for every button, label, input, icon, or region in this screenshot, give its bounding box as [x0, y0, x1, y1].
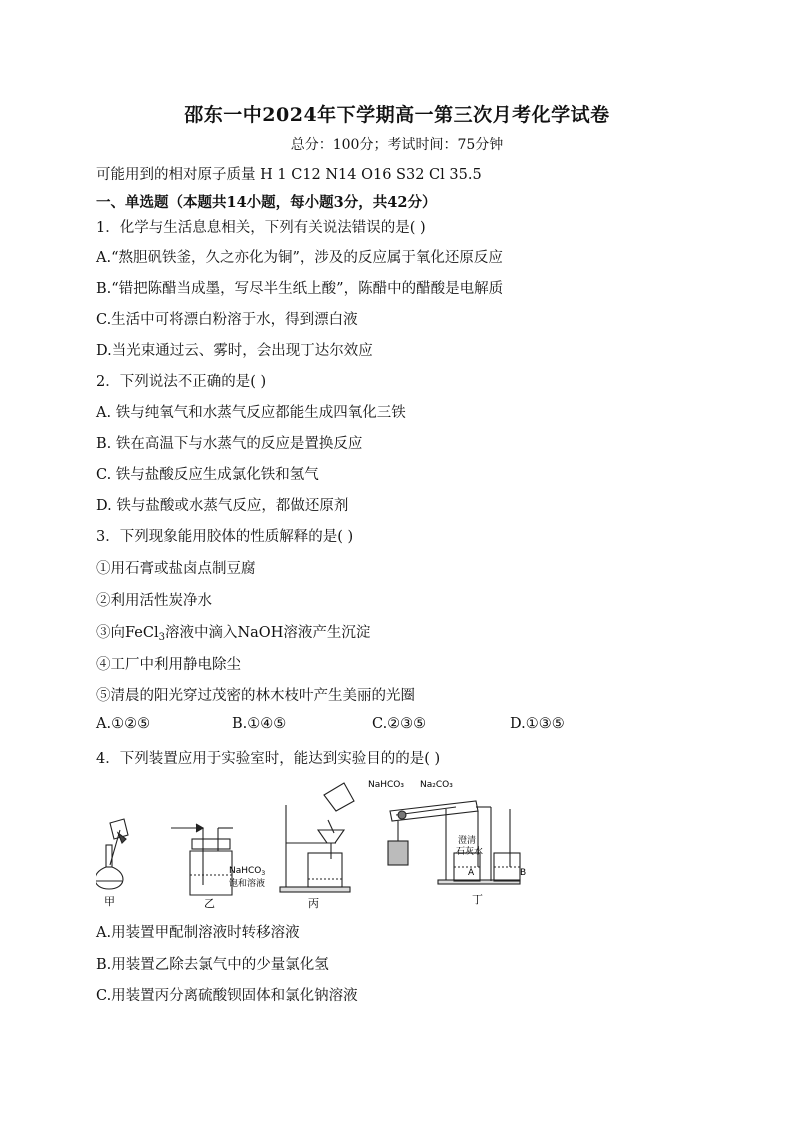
q1-stem: 1．化学与生活息息相关，下列有关说法错误的是( ) — [96, 220, 426, 236]
apparatus-figure — [96, 775, 536, 910]
label-na2co3: Na₂CO₃ — [420, 780, 453, 790]
section-heading: 一、单选题（本题共14小题，每小题3分，共42分） — [96, 194, 437, 211]
q3-item-2: ②利用活性炭净水 — [96, 593, 212, 609]
label-tube-a: A — [468, 868, 475, 878]
q2-option-c: C. 铁与盐酸反应生成氯化铁和氢气 — [96, 467, 319, 483]
label-tube-b: B — [520, 868, 527, 878]
q3-option-c: C.②③⑤ — [372, 716, 427, 732]
label-saturated: 饱和溶液 — [229, 879, 266, 889]
label-jia: 甲 — [104, 895, 115, 908]
label-bing: 丙 — [308, 897, 319, 910]
label-nahco3-solution: NaHCO$_3$ — [229, 866, 266, 877]
atomic-masses: 可能用到的相对原子质量 H 1 C12 N14 O16 S32 Cl 35.5 — [96, 167, 482, 183]
q4-option-b: B.用装置乙除去氯气中的少量氯化氢 — [96, 957, 329, 973]
exam-info: 总分：100分；考试时间：75分钟 — [290, 137, 504, 153]
q4-stem: 4．下列装置应用于实验室时，能达到实验目的的是( ) — [96, 751, 441, 767]
q3-option-a: A.①②⑤ — [96, 716, 151, 732]
q1-option-a: A.“熬胆矾铁釜，久之亦化为铜”，涉及的反应属于氧化还原反应 — [96, 250, 503, 266]
q3-item-1: ①用石膏或盐卤点制豆腐 — [96, 561, 256, 577]
q3-option-b: B.①④⑤ — [232, 716, 287, 732]
apparatus-yi — [171, 824, 233, 895]
q3-item-3 — [96, 621, 370, 643]
q1-option-b: B.“错把陈醋当成墨，写尽半生纸上酸”，陈醋中的醋酸是电解质 — [96, 281, 504, 297]
label-yi: 乙 — [204, 897, 215, 910]
q2-option-d: D. 铁与盐酸或水蒸气反应，都做还原剂 — [96, 498, 349, 514]
label-ding: 丁 — [472, 893, 483, 906]
label-limewater-2: 石灰水 — [456, 847, 484, 857]
q1-option-d: D.当光束通过云、雾时，会出现丁达尔效应 — [96, 343, 373, 359]
q2-option-b: B. 铁在高温下与水蒸气的反应是置换反应 — [96, 436, 363, 452]
apparatus-jia — [96, 819, 128, 889]
q4-option-c: C.用装置丙分离硫酸钡固体和氯化钠溶液 — [96, 988, 358, 1004]
apparatus-ding — [388, 801, 520, 884]
q3-item-3-pre: ③向FeCl — [96, 625, 159, 641]
apparatus-bing — [280, 783, 354, 892]
q3-item-3-post: 溶液中滴入NaOH溶液产生沉淀 — [164, 625, 371, 641]
q4-option-a: A.用装置甲配制溶液时转移溶液 — [96, 925, 300, 941]
label-nahco3: NaHCO₃ — [368, 780, 404, 790]
q3-item-5: ⑤清晨的阳光穿过茂密的林木枝叶产生美丽的光圈 — [96, 688, 415, 704]
label-limewater-1: 澄清 — [458, 836, 477, 846]
q3-stem: 3．下列现象能用胶体的性质解释的是( ) — [96, 529, 354, 545]
q3-options — [96, 716, 696, 736]
page-title: 邵东一中2024年下学期高一第三次月考化学试卷 — [184, 104, 610, 126]
q2-option-a: A. 铁与纯氧气和水蒸气反应都能生成四氧化三铁 — [96, 405, 406, 421]
q1-option-c: C.生活中可将漂白粉溶于水，得到漂白液 — [96, 312, 358, 328]
q3-option-d: D.①③⑤ — [510, 716, 565, 732]
q3-item-4: ④工厂中利用静电除尘 — [96, 657, 241, 673]
q3-item-3-sub: 3 — [158, 632, 165, 643]
q2-stem: 2．下列说法不正确的是( ) — [96, 374, 267, 390]
